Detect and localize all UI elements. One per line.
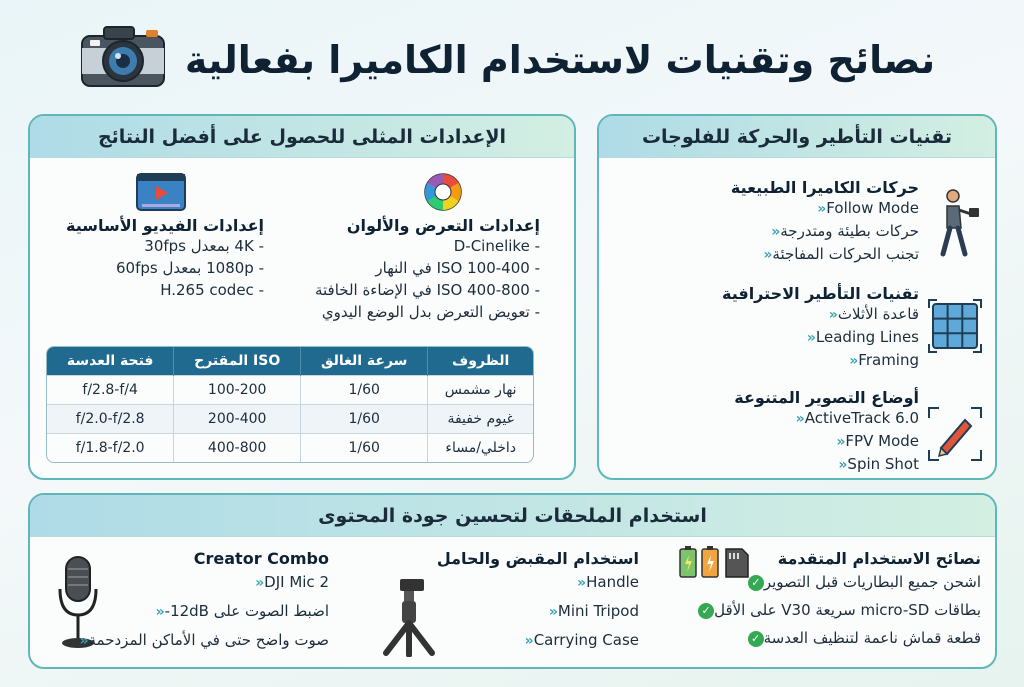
chevron-icon: «: [577, 575, 587, 591]
video-player-icon: [135, 172, 187, 212]
list-item: Mini Tripod: [557, 602, 639, 620]
chevron-icon: «: [79, 633, 89, 649]
check-icon: ✓: [748, 631, 764, 647]
creator-combo-heading: Creator Combo: [193, 549, 329, 568]
table-row: [47, 433, 533, 462]
list-item: اشحن جميع البطاريات قبل التصوير: [763, 573, 981, 591]
table-cell: 1/60: [301, 375, 428, 404]
accessories-panel-header: استخدام الملحقات لتحسين جودة المحتوى: [30, 495, 995, 537]
table-cell: f/2.8-f/4: [47, 375, 174, 404]
list-item: ActiveTrack 6.0: [804, 409, 919, 427]
camera-icon: [80, 24, 166, 88]
accessories-panel: [28, 493, 997, 669]
check-icon: ✓: [748, 575, 764, 591]
natural-moves-heading: حركات الكاميرا الطبيعية: [730, 178, 919, 197]
list-item: قاعدة الأثلاث: [837, 305, 919, 323]
list-item: - 1080p بمعدل 60fps: [115, 259, 264, 277]
table-cell: 1/60: [301, 404, 428, 433]
chevron-icon: «: [255, 575, 265, 591]
chevron-icon: «: [155, 604, 165, 620]
table-cell: غيوم خفيفة: [428, 404, 533, 433]
video-heading: إعدادات الفيديو الأساسية: [66, 216, 264, 235]
settings-table: [46, 346, 534, 463]
table-cell: داخلي/مساء: [428, 433, 533, 462]
table-cell: 200-400: [174, 404, 301, 433]
list-item: Framing: [858, 351, 919, 369]
list-item: - تعويض التعرض بدل الوضع اليدوي: [321, 303, 540, 321]
table-cell: f/1.8-f/2.0: [47, 433, 174, 462]
table-row: [47, 404, 533, 433]
table-cell: 100-200: [174, 375, 301, 404]
chevron-icon: «: [795, 411, 805, 427]
shooting-modes-heading: أوضاع التصوير المتنوعة: [734, 388, 919, 407]
list-item: Carrying Case: [533, 631, 639, 649]
table-cell: 400-800: [174, 433, 301, 462]
chevron-icon: «: [849, 353, 859, 369]
chevron-icon: «: [828, 307, 838, 323]
table-cell: f/2.0-f/2.8: [47, 404, 174, 433]
settings-panel: [28, 114, 576, 480]
chevron-icon: «: [524, 633, 534, 649]
table-header: فتحة العدسة: [47, 347, 174, 375]
chevron-icon: «: [771, 224, 781, 240]
chevron-icon: «: [763, 247, 773, 263]
list-item: قطعة قماش ناعمة لتنظيف العدسة: [763, 629, 981, 647]
table-header: الظروف: [428, 347, 533, 375]
list-item: - D-Cinelike: [453, 237, 540, 255]
list-item: Leading Lines: [815, 328, 919, 346]
list-item: - ISO 400-800 في الإضاءة الخافتة: [314, 281, 540, 299]
list-item: Handle: [586, 573, 639, 591]
table-cell: 1/60: [301, 433, 428, 462]
list-item: بطاقات micro-SD سريعة V30 على الأقل: [714, 601, 981, 619]
walking-person-icon: [933, 188, 983, 258]
table-cell: نهار مشمس: [428, 375, 533, 404]
chevron-icon: «: [548, 604, 558, 620]
settings-panel-header: الإعدادات المثلى للحصول على أفضل النتائج: [30, 116, 574, 158]
list-item: Follow Mode: [826, 199, 919, 217]
table-row: [47, 375, 533, 404]
grip-heading: استخدام المقبض والحامل: [436, 549, 639, 568]
chevron-icon: «: [806, 330, 816, 346]
list-item: - H.265 codec: [160, 281, 264, 299]
exposure-heading: إعدادات التعرض والألوان: [346, 216, 540, 235]
page-title: نصائح وتقنيات لاستخدام الكاميرا بفعالية: [184, 38, 936, 82]
list-item: - ISO 100-400 في النهار: [375, 259, 540, 277]
color-wheel-icon: [423, 172, 463, 212]
framing-panel-header: تقنيات التأطير والحركة للفلوجات: [599, 116, 995, 158]
list-item: Spin Shot: [847, 455, 919, 473]
list-item: حركات بطيئة ومتدرجة: [780, 222, 919, 240]
framing-panel: [597, 114, 997, 480]
list-item: - 4K بمعدل 30fps: [144, 237, 264, 255]
list-item: تجنب الحركات المفاجئة: [772, 245, 919, 263]
advanced-tips-heading: نصائح الاستخدام المتقدمة: [777, 549, 981, 568]
chevron-icon: «: [836, 434, 846, 450]
table-header: ISO المقترح: [174, 347, 301, 375]
chevron-icon: «: [817, 201, 827, 217]
list-item: DJI Mic 2: [264, 573, 329, 591]
grid-icon: [927, 298, 983, 354]
list-item: اضبط الصوت على 12dB-: [164, 602, 329, 620]
pro-framing-heading: تقنيات التأطير الاحترافية: [721, 284, 919, 303]
check-icon: ✓: [698, 603, 714, 619]
chevron-icon: «: [838, 457, 848, 473]
list-item: FPV Mode: [845, 432, 919, 450]
pen-edit-icon: [927, 406, 983, 462]
table-header: سرعة الغالق: [301, 347, 428, 375]
list-item: صوت واضح حتى في الأماكن المزدحمة: [88, 631, 329, 649]
